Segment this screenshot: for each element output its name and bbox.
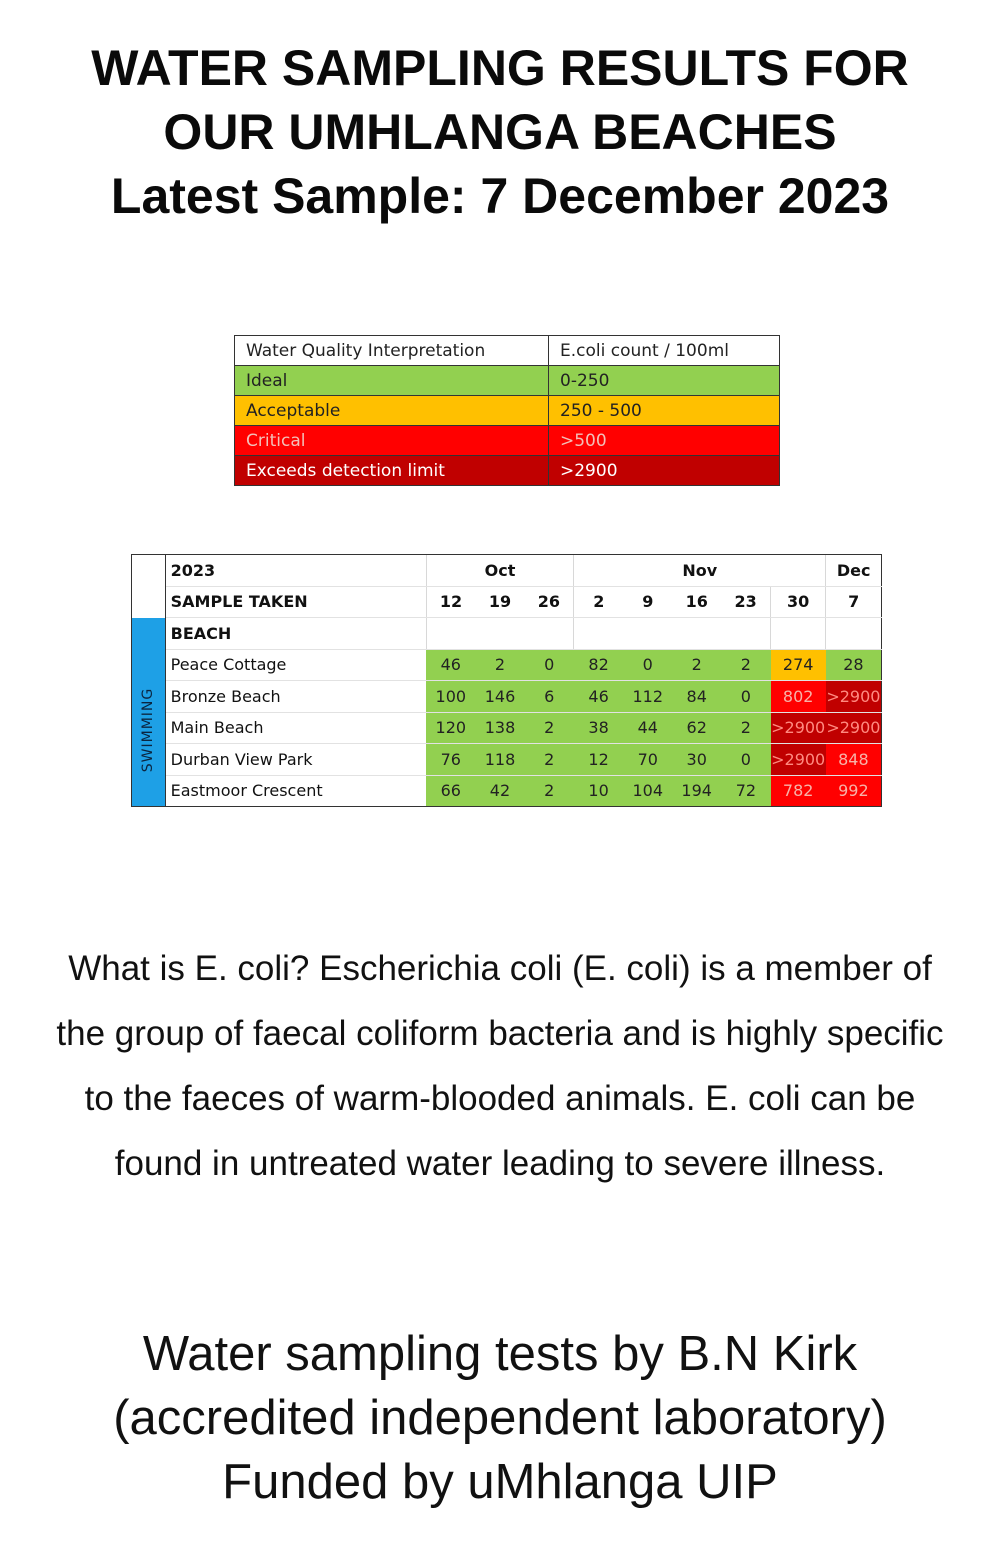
ecoli-value: 84 [672, 681, 721, 713]
credits-line-1: Water sampling tests by B.N Kirk [142, 1327, 858, 1381]
sample-date: 12 [426, 586, 475, 618]
legend-row [235, 426, 780, 456]
sample-date: 30 [771, 586, 826, 618]
ecoli-value: 118 [476, 744, 525, 776]
month-header: Nov [574, 555, 826, 587]
year-label: 2023 [165, 555, 426, 587]
empty-cell [771, 618, 826, 650]
swimming-side-label [131, 650, 165, 810]
ecoli-value: 2 [524, 712, 573, 744]
ecoli-value: 782 [771, 775, 826, 807]
legend-level: Acceptable [235, 396, 549, 426]
side-cell [132, 618, 166, 650]
beach-name: Peace Cottage [165, 649, 426, 681]
beach-name: Durban View Park [165, 744, 426, 776]
beach-name: Main Beach [165, 712, 426, 744]
ecoli-value: 0 [524, 649, 573, 681]
ecoli-value: 44 [623, 712, 672, 744]
empty-cell [826, 618, 882, 650]
legend-row [235, 456, 780, 486]
results-table [131, 554, 882, 807]
month-header: Oct [426, 555, 574, 587]
legend-header-row [235, 336, 780, 366]
sample-date: 2 [574, 586, 623, 618]
legend-header-count: E.coli count / 100ml [549, 336, 780, 366]
ecoli-value: 66 [426, 775, 475, 807]
ecoli-value: 848 [826, 744, 882, 776]
legend-level: Exceeds detection limit [235, 456, 549, 486]
legend-row [235, 396, 780, 426]
ecoli-value: 274 [771, 649, 826, 681]
beach-name: Eastmoor Crescent [165, 775, 426, 807]
empty-cell [721, 618, 770, 650]
title-line-1: WATER SAMPLING RESULTS FOR [91, 40, 909, 96]
legend-range: 250 - 500 [549, 396, 780, 426]
side-cell [132, 586, 166, 618]
ecoli-value: 0 [623, 649, 672, 681]
sample-date: 23 [721, 586, 770, 618]
ecoli-value: >2900 [826, 712, 882, 744]
ecoli-value: 2 [476, 649, 525, 681]
page-title [0, 36, 1000, 228]
side-cell [132, 555, 166, 587]
beach-name: Bronze Beach [165, 681, 426, 713]
table-row [132, 649, 882, 681]
table-row [132, 681, 882, 713]
legend-level: Ideal [235, 366, 549, 396]
ecoli-value: 802 [771, 681, 826, 713]
legend-table [234, 335, 780, 486]
legend-header-interpretation: Water Quality Interpretation [235, 336, 549, 366]
ecoli-value: 0 [721, 744, 770, 776]
ecoli-value: 28 [826, 649, 882, 681]
ecoli-value: 70 [623, 744, 672, 776]
table-row [132, 744, 882, 776]
table-row [132, 775, 882, 807]
ecoli-value: 30 [672, 744, 721, 776]
ecoli-value: 2 [721, 649, 770, 681]
ecoli-value: 12 [574, 744, 623, 776]
ecoli-value: 72 [721, 775, 770, 807]
empty-cell [623, 618, 672, 650]
empty-cell [476, 618, 525, 650]
ecoli-value: 38 [574, 712, 623, 744]
ecoli-value: 2 [672, 649, 721, 681]
empty-cell [672, 618, 721, 650]
title-line-3: Latest Sample: 7 December 2023 [110, 168, 890, 224]
sample-date-row [132, 586, 882, 618]
title-line-2: OUR UMHLANGA BEACHES [163, 104, 837, 160]
ecoli-value: 46 [574, 681, 623, 713]
ecoli-description [10, 936, 990, 1196]
ecoli-value: >2900 [826, 681, 882, 713]
ecoli-value: 112 [623, 681, 672, 713]
ecoli-value: 2 [721, 712, 770, 744]
description-line-2: the group of faecal coliform bacteria and is highly specific [56, 1014, 944, 1053]
sample-date: 16 [672, 586, 721, 618]
ecoli-value: 6 [524, 681, 573, 713]
ecoli-value: 2 [524, 775, 573, 807]
year-month-row [132, 555, 882, 587]
empty-cell [426, 618, 475, 650]
ecoli-value: 76 [426, 744, 475, 776]
description-line-4: found in untreated water leading to severe illness. [114, 1144, 886, 1183]
ecoli-value: 10 [574, 775, 623, 807]
credits-line-2: (accredited independent laboratory) [113, 1391, 887, 1445]
ecoli-value: 146 [476, 681, 525, 713]
description-line-3: to the faeces of warm-blooded animals. E. coli can be [84, 1079, 916, 1118]
legend-range: >500 [549, 426, 780, 456]
empty-cell [524, 618, 573, 650]
sample-date: 19 [476, 586, 525, 618]
ecoli-value: 138 [476, 712, 525, 744]
ecoli-value: 194 [672, 775, 721, 807]
ecoli-value: 104 [623, 775, 672, 807]
legend-range: >2900 [549, 456, 780, 486]
ecoli-value: 100 [426, 681, 475, 713]
ecoli-value: 46 [426, 649, 475, 681]
ecoli-value: >2900 [771, 712, 826, 744]
empty-cell [574, 618, 623, 650]
swimming-label-text: SWIMMING [140, 687, 156, 773]
ecoli-value: 120 [426, 712, 475, 744]
sample-date: 26 [524, 586, 573, 618]
legend-level: Critical [235, 426, 549, 456]
legend-range: 0-250 [549, 366, 780, 396]
beach-label-row [132, 618, 882, 650]
credits [0, 1322, 1000, 1514]
ecoli-value: 0 [721, 681, 770, 713]
month-header: Dec [826, 555, 882, 587]
credits-line-3: Funded by uMhlanga UIP [222, 1455, 778, 1509]
legend-row [235, 366, 780, 396]
ecoli-value: 62 [672, 712, 721, 744]
ecoli-value: 82 [574, 649, 623, 681]
sample-taken-label: SAMPLE TAKEN [165, 586, 426, 618]
sample-date: 7 [826, 586, 882, 618]
ecoli-value: 42 [476, 775, 525, 807]
ecoli-value: 2 [524, 744, 573, 776]
beach-label: BEACH [165, 618, 426, 650]
description-line-1: What is E. coli? Escherichia coli (E. coli) is a member of [68, 949, 932, 988]
ecoli-value: 992 [826, 775, 882, 807]
ecoli-value: >2900 [771, 744, 826, 776]
sample-date: 9 [623, 586, 672, 618]
table-row [132, 712, 882, 744]
